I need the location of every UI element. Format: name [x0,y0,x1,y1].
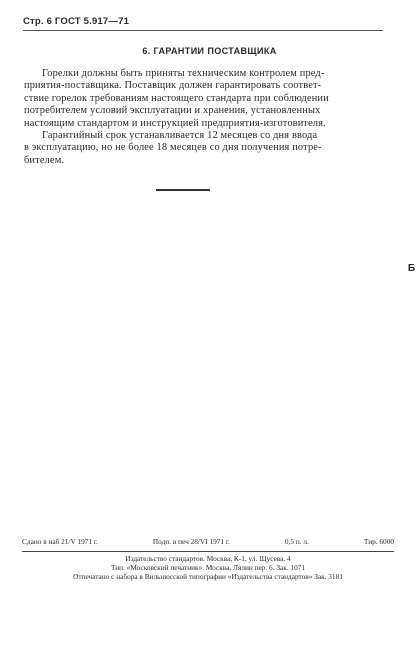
imprint-first-line [22,537,394,546]
text-line: Гарантийный срок устанавливается 12 месяцев со дня ввода [42,130,318,142]
body-text [24,68,394,167]
imprint-submitted: Сдано в наб 21/V 1971 г. [22,537,98,546]
imprint-block [22,554,394,581]
text-line: потребителем условий эксплуатации и хранения, установленных [24,105,321,117]
imprint-reprint: Отпечатано с набора в Вильнюсской типографии «Издательства стандартов» Зак. 3181 [73,572,343,581]
section-divider [156,189,210,191]
paragraph-warranty-period [24,130,394,167]
paragraph-warranty-acceptance [24,68,394,130]
header-rule [23,30,383,31]
imprint-sheets: 0,5 п. л. [284,537,309,546]
text-line: Горелки должны быть приняты техническим контролем пред- [42,68,325,79]
imprint-rule [22,551,394,552]
section-title: 6. ГАРАНТИИ ПОСТАВЩИКА [142,46,277,56]
text-line: приятия-поставщика. Поставщик должен гарантировать соответ- [24,80,322,92]
margin-mark: Б [407,263,415,274]
text-line: бителем. [24,154,65,166]
text-line: настоящим стандартом и инструкцией предприятия-изготовителя. [24,117,326,129]
imprint-printer: Тип. «Московский печатник». Москва, Лялин пер. 6. Зак. 1071 [110,563,306,572]
text-line: в эксплуатацию, но не более 18 месяцев со дня получения потре- [24,142,322,154]
imprint-print-run: Тир. 6000 [363,537,394,546]
page-header [23,16,129,27]
imprint-publisher: Издательство стандартов. Москва, К-1, ул. Щусева, 4 [125,554,291,563]
imprint-signed: Подп. в печ 28/VI 1971 г. [152,537,230,546]
text-line: ствие горелок требованиям настоящего стандарта при соблюдении [24,92,329,104]
page-label: Стр. 6 ГОСТ 5.917—71 [23,16,130,27]
